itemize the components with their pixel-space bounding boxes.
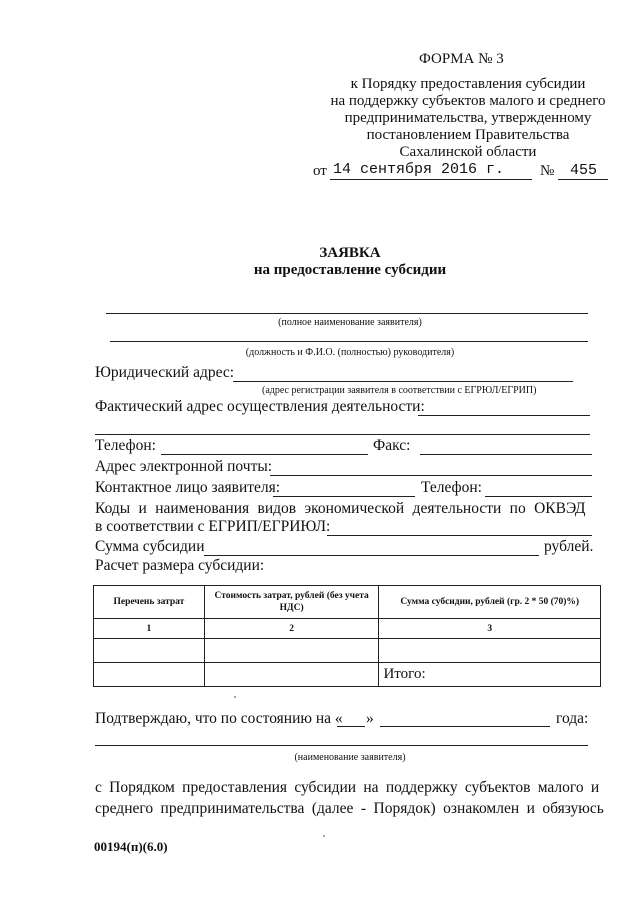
email-line[interactable] — [270, 475, 592, 476]
head-caption: (должность и Ф.И.О. (полностью) руководителя) — [245, 347, 455, 358]
fax-line[interactable] — [420, 454, 592, 455]
header-line-1: к Порядку предоставления субсидии — [350, 76, 586, 92]
okved-label-line-1: Коды и наименования видов экономической деятельности по ОКВЭД — [95, 500, 586, 517]
table-cell[interactable] — [204, 663, 379, 687]
date-underline — [330, 179, 532, 180]
legal-address-line[interactable] — [233, 381, 573, 382]
actual-address-line-1[interactable] — [418, 415, 590, 416]
table-cell[interactable] — [94, 639, 205, 663]
paragraph-line-1: с Порядком предоставления субсидии на поддержку субъектов малого и — [95, 779, 600, 796]
col-header-subsidy-sum: Сумма субсидии, рублей (гр. 2 * 50 (70)%) — [379, 586, 601, 619]
table-number-row — [94, 619, 601, 639]
confirm-text-end: года: — [556, 710, 589, 727]
head-line[interactable] — [110, 341, 588, 342]
contact-phone-label: Телефон: — [421, 479, 482, 496]
document-title: ЗАЯВКА — [319, 245, 381, 261]
email-label: Адрес электронной почты: — [95, 458, 273, 475]
table-total-row[interactable] — [94, 663, 601, 687]
col-header-costs-value: Стоимость затрат, рублей (без учета НДС) — [204, 586, 379, 619]
table-cell[interactable] — [204, 639, 379, 663]
table-header-row — [94, 586, 601, 619]
header-line-4: постановлением Правительства — [366, 127, 570, 143]
confirm-applicant-caption: (наименование заявителя) — [294, 752, 406, 763]
actual-address-label: Фактический адрес осуществления деятельности: — [95, 398, 425, 415]
document-subtitle: на предоставление субсидии — [253, 262, 447, 278]
okved-line[interactable] — [327, 535, 592, 536]
legal-address-caption: (адрес регистрации заявителя в соответствии с ЕГРЮЛ/ЕГРИП) — [262, 385, 537, 396]
form-number: ФОРМА № 3 — [419, 51, 504, 67]
confirm-quote-end: » — [366, 710, 374, 727]
phone-line[interactable] — [161, 454, 368, 455]
decree-date: 14 сентября 2016 г. — [333, 161, 505, 178]
confirm-text-start: Подтверждаю, что по состоянию на « — [95, 710, 343, 727]
header-line-3: предпринимательства, утвержденному — [344, 110, 592, 126]
footer-code: 00194(п)(6.0) — [94, 839, 168, 854]
scan-dot — [234, 696, 236, 698]
paragraph-line-2: среднего предпринимательства (далее - Порядок) ознакомлен и обязуюсь — [95, 800, 604, 817]
actual-address-line-2[interactable] — [95, 434, 590, 435]
confirm-day-line[interactable] — [337, 726, 365, 727]
header-line-2: на поддержку субъектов малого и среднего — [330, 93, 606, 109]
okved-label-line-2: в соответствии с ЕГРИП/ЕГРИЮЛ: — [95, 518, 331, 535]
col-number-1: 1 — [94, 619, 205, 639]
col-header-costs-list: Перечень затрат — [94, 586, 205, 619]
table-cell[interactable] — [94, 663, 205, 687]
col-number-3: 3 — [379, 619, 601, 639]
subsidy-sum-line[interactable] — [204, 555, 539, 556]
number-underline — [558, 179, 608, 180]
contact-phone-line[interactable] — [485, 496, 592, 497]
confirm-applicant-line[interactable] — [95, 745, 588, 746]
decree-number: 455 — [570, 162, 598, 179]
phone-label: Телефон: — [95, 437, 156, 454]
applicant-name-caption: (полное наименование заявителя) — [278, 317, 422, 328]
legal-address-label: Юридический адрес: — [95, 364, 235, 381]
subsidy-sum-label: Сумма субсидии — [95, 538, 205, 555]
table-cell[interactable] — [379, 639, 601, 663]
fax-label: Факс: — [373, 437, 411, 454]
date-prefix: от — [313, 163, 327, 179]
scan-dot — [323, 835, 325, 837]
confirm-month-line[interactable] — [380, 726, 550, 727]
subsidy-calc-table — [93, 585, 601, 687]
contact-label: Контактное лицо заявителя: — [95, 479, 281, 496]
calc-title: Расчет размера субсидии: — [95, 557, 265, 574]
total-label: Итого: — [379, 663, 601, 687]
header-line-5: Сахалинской области — [399, 144, 537, 160]
col-number-2: 2 — [204, 619, 379, 639]
subsidy-unit: рублей. — [544, 538, 594, 555]
applicant-name-line[interactable] — [106, 313, 588, 314]
table-row[interactable] — [94, 639, 601, 663]
contact-line[interactable] — [273, 496, 415, 497]
number-prefix: № — [540, 163, 555, 179]
